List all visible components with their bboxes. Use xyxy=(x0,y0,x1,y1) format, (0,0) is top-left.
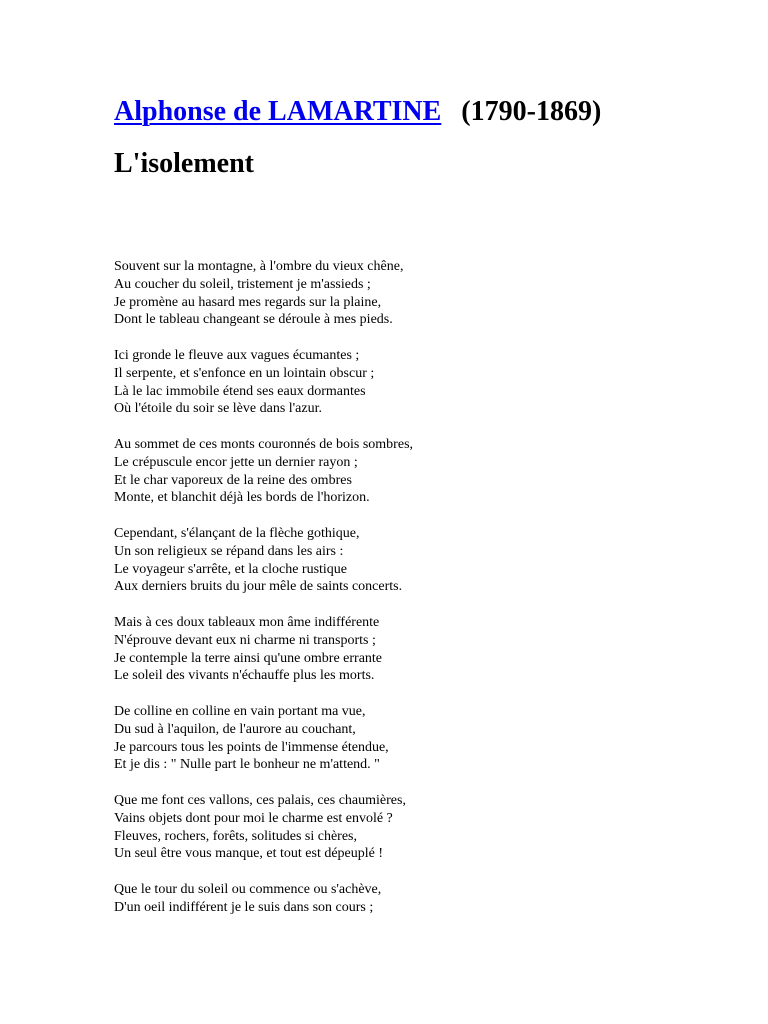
poem-stanza xyxy=(114,347,714,418)
poem-verse: D'un oeil indifférent je le suis dans son cours ; xyxy=(114,899,374,915)
poem-verse: Et je dis : " Nulle part le bonheur ne m'attend. " xyxy=(114,757,380,773)
poem-verse: Et le char vaporeux de la reine des ombres xyxy=(114,472,352,488)
poem-stanza xyxy=(114,703,714,774)
poem-verse: Que le tour du soleil ou commence ou s'achève, xyxy=(114,881,382,897)
poem-verse: De colline en colline en vain portant ma vue, xyxy=(114,703,366,719)
poem-verse: Au sommet de ces monts couronnés de bois sombres, xyxy=(114,436,414,452)
poem-verse: Que me font ces vallons, ces palais, ces chaumières, xyxy=(114,792,406,808)
poem-verse: Je contemple la terre ainsi qu'une ombre errante xyxy=(114,650,383,666)
poem-stanza xyxy=(114,792,714,863)
poem-verse: Je promène au hasard mes regards sur la plaine, xyxy=(114,294,382,310)
poem-verse: Vains objets dont pour moi le charme est envolé ? xyxy=(114,810,393,826)
poem-verse: Là le lac immobile étend ses eaux dormantes xyxy=(114,383,366,399)
poem-verse: Souvent sur la montagne, à l'ombre du vieux chêne, xyxy=(114,259,404,274)
poem-verse: Un seul être vous manque, et tout est dépeuplé ! xyxy=(114,846,384,862)
poem-verse: Le soleil des vivants n'échauffe plus les morts. xyxy=(114,668,375,684)
poem-verse: Ici gronde le fleuve aux vagues écumantes ; xyxy=(114,347,360,363)
poem-verse: Mais à ces doux tableaux mon âme indifférente xyxy=(114,614,380,630)
author-heading xyxy=(114,96,714,128)
poem-stanza xyxy=(114,614,714,685)
poem-verse: Où l'étoile du soir se lève dans l'azur. xyxy=(114,401,322,417)
poem-verse: Un son religieux se répand dans les airs : xyxy=(114,543,344,559)
document-page xyxy=(114,96,714,934)
poem-stanza xyxy=(114,881,714,917)
poem-verse: Aux derniers bruits du jour mêle de saints concerts. xyxy=(114,579,403,595)
poem-title: L'isolement xyxy=(114,148,254,179)
poem-verse: Le voyageur s'arrête, et la cloche rustique xyxy=(114,561,348,577)
poem-verse: Du sud à l'aquilon, de l'aurore au couchant, xyxy=(114,721,356,737)
poem-verse: Fleuves, rochers, forêts, solitudes si chères, xyxy=(114,828,357,844)
poem-verse: Au coucher du soleil, tristement je m'assieds ; xyxy=(114,276,371,292)
author-link[interactable]: Alphonse de LAMARTINE xyxy=(114,96,442,127)
poem-stanza xyxy=(114,436,714,507)
poem-stanza xyxy=(114,258,714,329)
poem-verse: Cependant, s'élançant de la flèche gothique, xyxy=(114,525,360,541)
poem-verse: Dont le tableau changeant se déroule à mes pieds. xyxy=(114,312,393,328)
poem-body xyxy=(114,258,714,916)
author-dates: (1790-1869) xyxy=(461,96,602,127)
poem-verse: N'éprouve devant eux ni charme ni transports ; xyxy=(114,632,376,648)
poem-stanza xyxy=(114,525,714,596)
poem-verse: Je parcours tous les points de l'immense étendue, xyxy=(114,739,389,755)
poem-verse: Monte, et blanchit déjà les bords de l'horizon. xyxy=(114,490,370,506)
poem-verse: Il serpente, et s'enfonce en un lointain obscur ; xyxy=(114,365,375,381)
poem-verse: Le crépuscule encor jette un dernier rayon ; xyxy=(114,454,358,470)
